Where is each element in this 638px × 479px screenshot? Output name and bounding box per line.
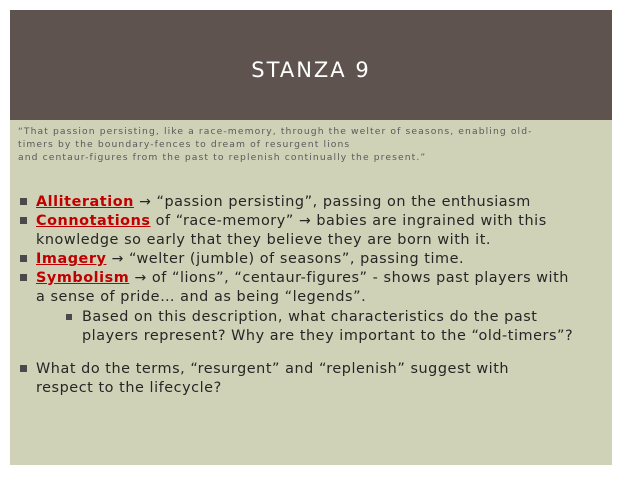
bullet-text: “welter (jumble) of seasons”, passing time. (123, 251, 465, 267)
square-bullet-icon (20, 198, 27, 205)
square-bullet-icon (20, 255, 27, 262)
arrow-right-icon: → (139, 194, 152, 210)
bullet-text: babies are ingrained with this (311, 213, 547, 229)
bullet-imagery (18, 250, 612, 269)
bullet-question-lifecycle (18, 360, 612, 398)
stanza-quote (18, 125, 608, 164)
bullet-list (18, 193, 612, 398)
bullet-alliteration (18, 193, 612, 212)
bullet-text: of “lions”, “centaur-figures” - shows past players with (146, 270, 569, 286)
term-imagery: Imagery (36, 251, 107, 267)
arrow-right-icon: → (298, 213, 312, 229)
arrow-right-icon: → (111, 251, 124, 267)
term-alliteration: Alliteration (36, 194, 134, 210)
bullet-text: “passion persisting”, passing on the enthusiasm (151, 194, 531, 210)
sub-bullet-line-2: players represent? Why are they important to the “old-timers”? (82, 328, 574, 344)
bullet-symbolism (18, 269, 612, 307)
bullet-line-2: respect to the lifecycle? (36, 380, 222, 396)
bullet-line-1: What do the terms, “resurgent” and “replenish” suggest with (36, 361, 510, 377)
sub-bullet-question (18, 308, 612, 346)
bullet-text-line-2: a sense of pride… and as being “legends”. (36, 289, 367, 305)
arrow-right-icon: → (134, 270, 147, 286)
bullet-connotations (18, 212, 612, 250)
quote-line-3: and centaur-figures from the past to replenish continually the present.” (18, 152, 427, 163)
square-bullet-icon (66, 314, 72, 320)
term-connotations: Connotations (36, 213, 151, 229)
term-symbolism: Symbolism (36, 270, 130, 286)
square-bullet-icon (20, 217, 27, 224)
slide-title: STANZA 9 (251, 58, 371, 82)
slide (10, 10, 612, 465)
title-bar (10, 10, 612, 120)
quote-line-2: timers by the boundary-fences to dream of resurgent lions (18, 139, 351, 150)
square-bullet-icon (20, 274, 27, 281)
quote-line-1: “That passion persisting, like a race-memory, through the welter of seasons, enabling old- (18, 126, 533, 137)
sub-bullet-line-1: Based on this description, what characteristics do the past (82, 309, 538, 325)
square-bullet-icon (20, 365, 27, 372)
bullet-text: of “race-memory” (150, 213, 299, 229)
bullet-text-line-2: knowledge so early that they believe they are born with it. (36, 232, 492, 248)
